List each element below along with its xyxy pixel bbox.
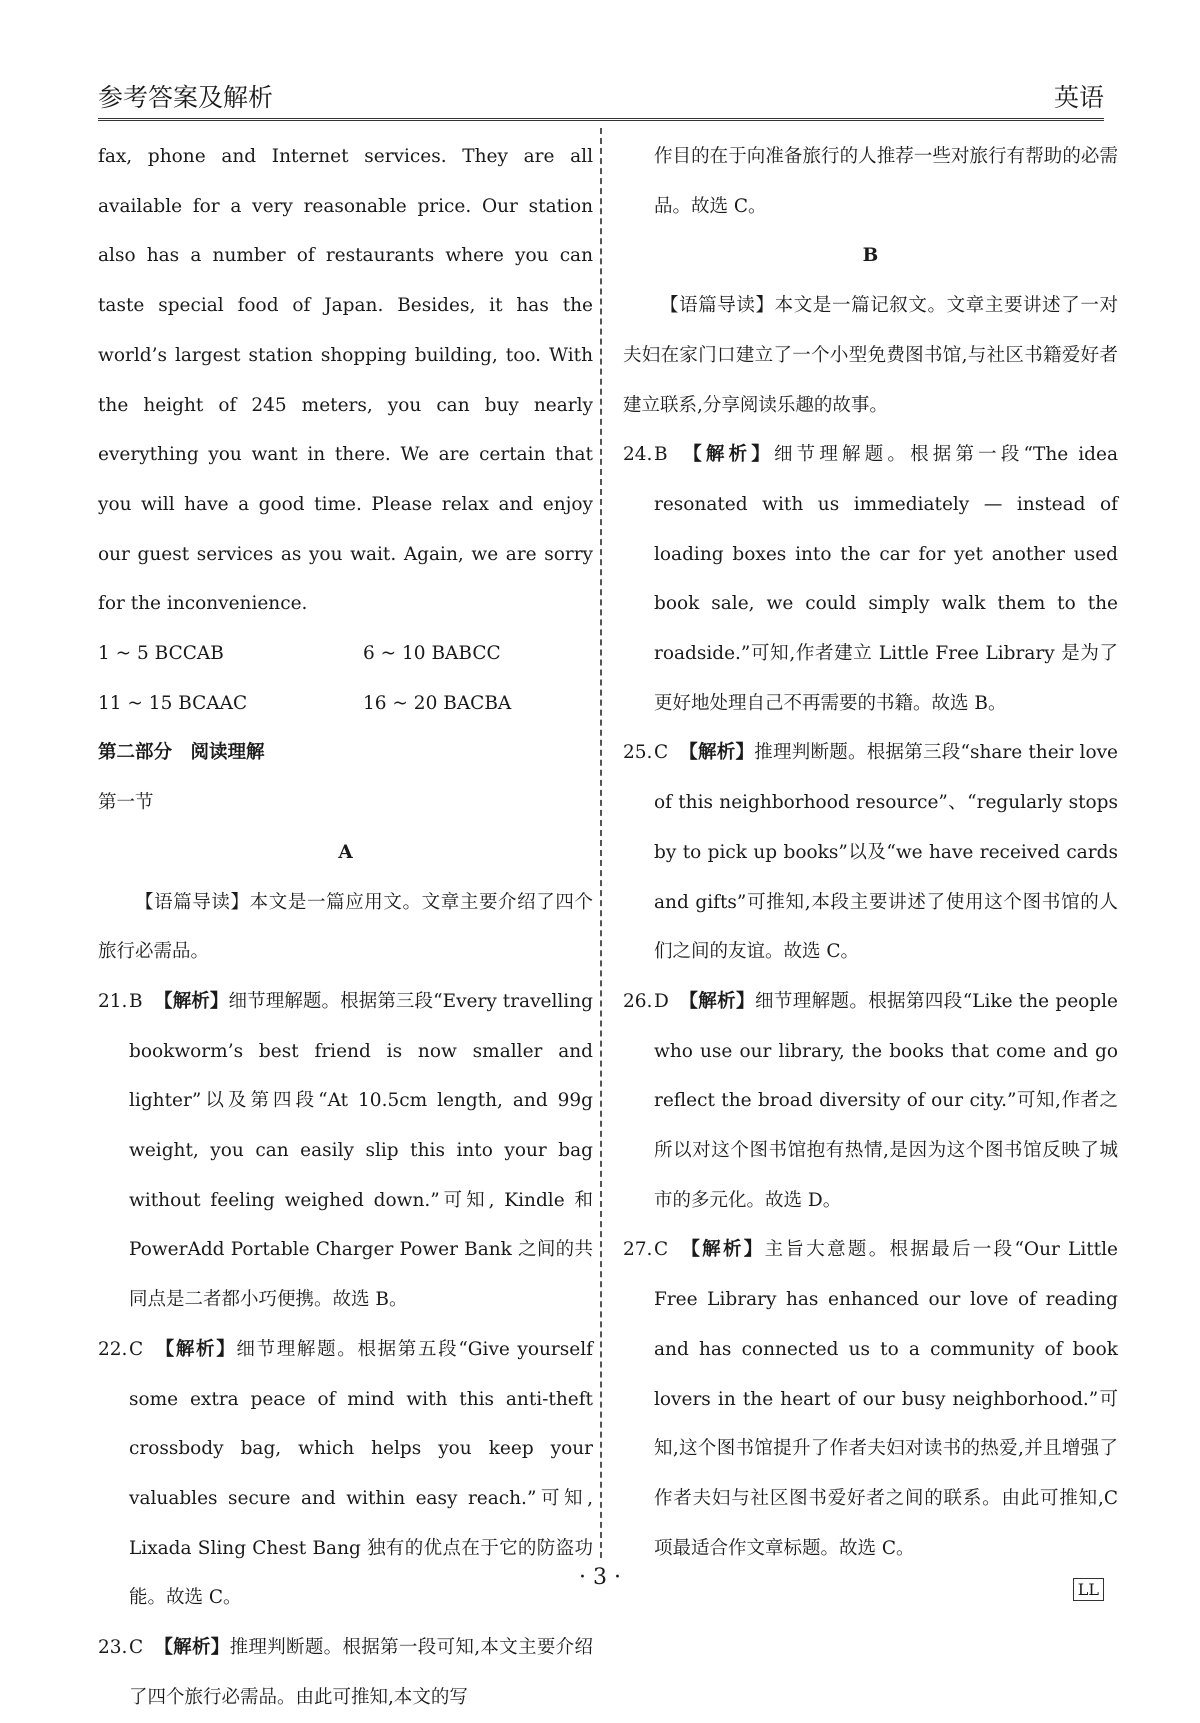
answer-row <box>98 679 593 729</box>
answer-letter: C <box>654 1239 669 1261</box>
analysis-tag: 【解析】 <box>679 742 755 764</box>
analysis-tag: 【解析】 <box>154 1338 237 1360</box>
answer-letter: C <box>129 1637 144 1659</box>
question-number: 26. <box>623 990 653 1012</box>
analysis-text: 推理判断题。根据第三段“share their love of this neighborhood resource”、“regularly stops by to pick up books”以及“we have received cards and gifts”可推知,本段主要讲述了使用这个图书馆的人们之间的友谊。故选 C。 <box>654 742 1118 963</box>
answer-group: 11 ~ 15 BCAAC <box>98 692 248 714</box>
question-item <box>623 430 1118 728</box>
question-item <box>98 977 593 1325</box>
right-column <box>623 132 1118 1573</box>
passage-label: A <box>338 841 353 863</box>
analysis-tag: 【解析】 <box>154 1637 230 1659</box>
question-item <box>623 1225 1118 1573</box>
analysis-tag: 【解析】 <box>679 1239 765 1261</box>
edition-badge: LL <box>1073 1578 1104 1601</box>
left-column <box>98 132 593 1723</box>
answer-letter: C <box>129 1338 144 1360</box>
listening-text-continuation: fax, phone and Internet services. They are all available for a very reasonable price. Our station also has a number of restaurants where you can taste special food of Japan. Besides, it has the world’s largest station shopping building, too. With the height of 245 meters, you can buy nearly everything you want in there. We are certain that you will have a good time. Please relax and enjoy our guest services as you wait. Again, we are sorry for the inconvenience. <box>98 146 593 615</box>
question-item <box>98 1623 593 1722</box>
analysis-text: 细节理解题。根据第五段“Give yourself some extra peace of mind with this anti-theft crossbody bag, which helps you keep your valuables secure and within easy reach.”可知, Lixada Sling Chest Bang 独有的优点在于它的防盗功能。故选 C。 <box>129 1338 593 1609</box>
analysis-text: 推理判断题。根据第一段可知,本文主要介绍了四个旅行必需品。由此可推知,本文的写 <box>129 1637 593 1708</box>
analysis-tag: 【解析】 <box>679 990 755 1012</box>
question-number: 22. <box>98 1338 128 1360</box>
question-item <box>623 977 1118 1226</box>
question-number: 23. <box>98 1637 128 1659</box>
analysis-text: 细节理解题。根据第一段“The idea resonated with us immediately — instead of loading boxes into the car for yet another used book sale, we could simply walk them to the roadside.”可知,作者建立 Little Free Library 是为了更好地处理自己不再需要的书籍。故选 B。 <box>654 444 1118 714</box>
analysis-tag: 【解析】 <box>679 444 774 466</box>
analysis-tag: 【解析】 <box>154 990 229 1012</box>
analysis-text: 作目的在于向准备旅行的人推荐一些对旅行有帮助的必需品。故选 C。 <box>654 146 1118 217</box>
passage-intro: 【语篇导读】本文是一篇记叙文。文章主要讲述了一对夫妇在家门口建立了一个小型免费图书馆,与社区书籍爱好者建立联系,分享阅读乐趣的故事。 <box>623 295 1118 416</box>
answer-row <box>98 629 593 679</box>
analysis-text: 细节理解题。根据第三段“Every travelling bookworm’s best friend is now smaller and lighter”以及第四段“At 10.5cm length, and 99g weight, you can easily slip this into your bag without feeling weighed down.”可知, Kindle 和 PowerAdd Portable Charger Power Bank 之间的共同点是二者都小巧便携。故选 B。 <box>129 990 593 1311</box>
answer-group: 16 ~ 20 BACBA <box>363 692 512 714</box>
analysis-text: 主旨大意题。根据最后一段“Our Little Free Library has enhanced our love of reading and has connected us to a community of book lovers in the heart of our busy neighborhood.”可知,这个图书馆提升了作者夫妇对读书的热爱,并且增强了作者夫妇与社区图书爱好者之间的联系。由此可推知,C 项最适合作文章标题。故选 C。 <box>654 1239 1118 1559</box>
answer-letter: D <box>654 990 669 1012</box>
answer-group: 1 ~ 5 BCCAB <box>98 643 224 665</box>
question-item <box>623 728 1118 977</box>
answer-letter: B <box>129 990 143 1012</box>
question-number: 21. <box>98 990 128 1012</box>
passage-intro: 【语篇导读】本文是一篇应用文。文章主要介绍了四个旅行必需品。 <box>98 891 593 963</box>
header-subject: 英语 <box>1053 83 1104 112</box>
answer-letter: B <box>654 444 668 466</box>
answer-letter: C <box>654 742 669 764</box>
passage-label: B <box>862 245 879 267</box>
part-title: 第二部分 阅读理解 <box>98 742 265 764</box>
question-item-continuation <box>623 132 1118 231</box>
column-divider <box>600 128 602 1558</box>
page-number: · 3 · <box>579 1565 621 1590</box>
answer-group: 6 ~ 10 BABCC <box>363 643 501 665</box>
question-number: 24. <box>623 444 653 466</box>
analysis-text: 细节理解题。根据第四段“Like the people who use our library, the books that come and go reflect the broad diversity of our city.”可知,作者之所以对这个图书馆抱有热情,是因为这个图书馆反映了城市的多元化。故选 D。 <box>654 990 1118 1211</box>
section-title: 第一节 <box>98 792 154 814</box>
question-number: 27. <box>623 1239 653 1261</box>
header-title: 参考答案及解析 <box>98 83 274 112</box>
page-header <box>98 72 1104 121</box>
question-number: 25. <box>623 742 653 764</box>
